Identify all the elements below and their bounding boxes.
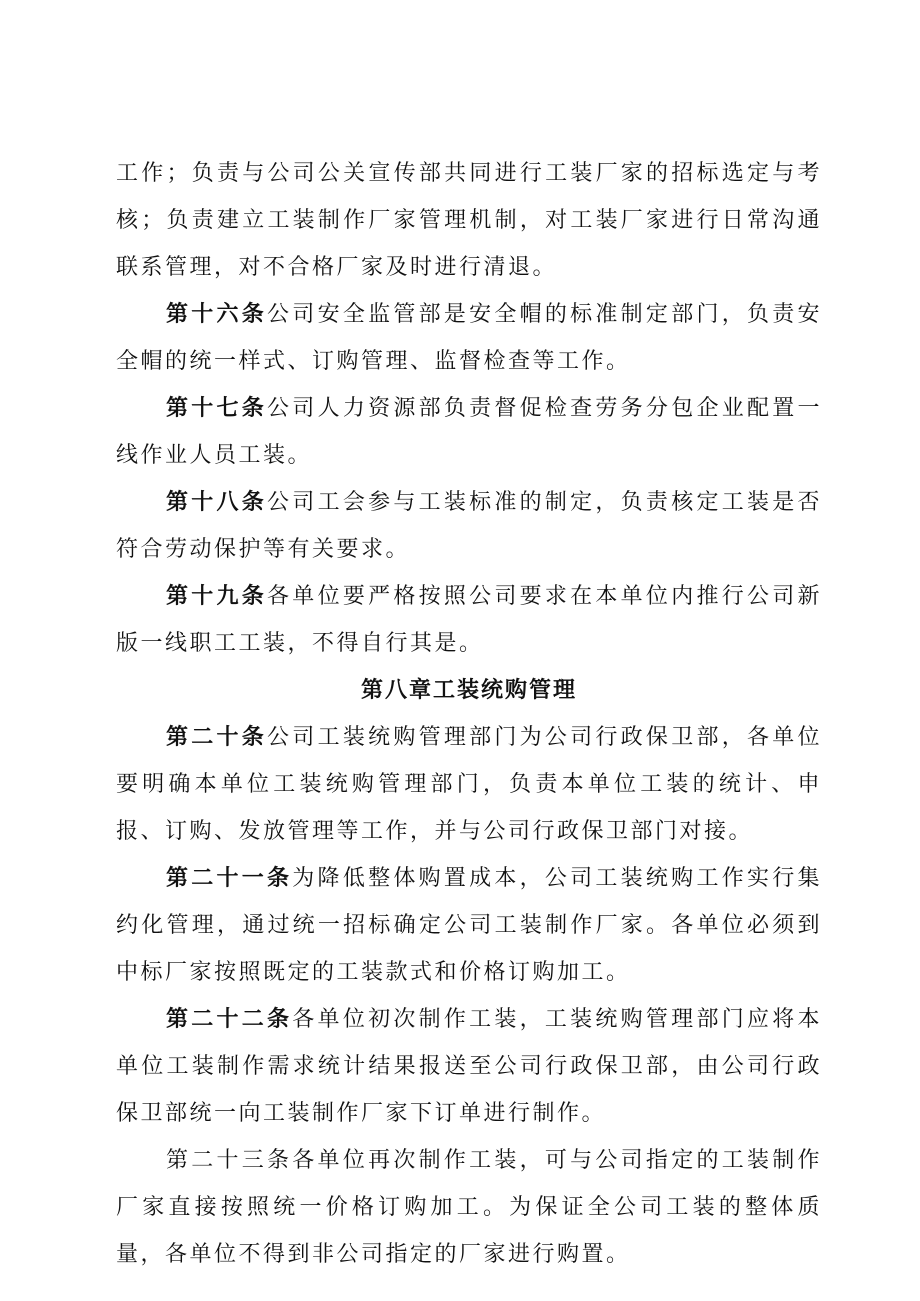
article-text: 为降低整体购置成本，公司工装统购工作实行集约化管理，通过统一招标确定公司工装制作厂家。各单位必须到中标厂家按照既定的工装款式和价格订购加工。: [116, 866, 822, 985]
article-text: 公司工装统购管理部门为公司行政保卫部，各单位要明确本单位工装统购管理部门，负责本单位工装的统计、申报、订购、发放管理等工作，并与公司行政保卫部门对接。: [116, 725, 822, 844]
article-text: 第二十三条各单位再次制作工装，可与公司指定的工装制作厂家直接按照统一价格订购加工。为保证全公司工装的整体质量，各单位不得到非公司指定的厂家进行购置。: [116, 1148, 822, 1267]
article-number: 第十八条: [166, 490, 268, 515]
article-number: 第十六条: [166, 302, 268, 327]
article-number: 第十七条: [166, 396, 268, 421]
article-text: 公司人力资源部负责督促检查劳务分包企业配置一线作业人员工装。: [116, 396, 822, 468]
article-number: 第二十一条: [166, 866, 293, 891]
article-16: [116, 291, 822, 385]
article-22: [116, 996, 822, 1137]
article-text: 公司工会参与工装标准的制定，负责核定工装是否符合劳动保护等有关要求。: [116, 490, 822, 562]
article-21: [116, 855, 822, 996]
article-17: [116, 385, 822, 479]
document-page: [116, 150, 822, 1278]
paragraph-text: 工作；负责与公司公关宣传部共同进行工装厂家的招标选定与考核；负责建立工装制作厂家管理机制，对工装厂家进行日常沟通联系管理，对不合格厂家及时进行清退。: [116, 161, 822, 280]
article-text: 各单位初次制作工装，工装统购管理部门应将本单位工装制作需求统计结果报送至公司行政保卫部，由公司行政保卫部统一向工装制作厂家下订单进行制作。: [116, 1007, 822, 1126]
article-number: 第二十二条: [166, 1007, 293, 1032]
article-18: [116, 479, 822, 573]
chapter-title: 第八章工装统购管理: [360, 678, 577, 703]
article-number: 第十九条: [166, 584, 268, 609]
article-19: [116, 573, 822, 667]
article-text: 公司安全监管部是安全帽的标准制定部门，负责安全帽的统一样式、订购管理、监督检查等工作。: [116, 302, 822, 374]
paragraph-continuation: [116, 150, 822, 291]
article-number: 第二十条: [166, 725, 268, 750]
article-23: [116, 1137, 822, 1278]
article-text: 各单位要严格按照公司要求在本单位内推行公司新版一线职工工装，不得自行其是。: [116, 584, 822, 656]
article-20: [116, 714, 822, 855]
